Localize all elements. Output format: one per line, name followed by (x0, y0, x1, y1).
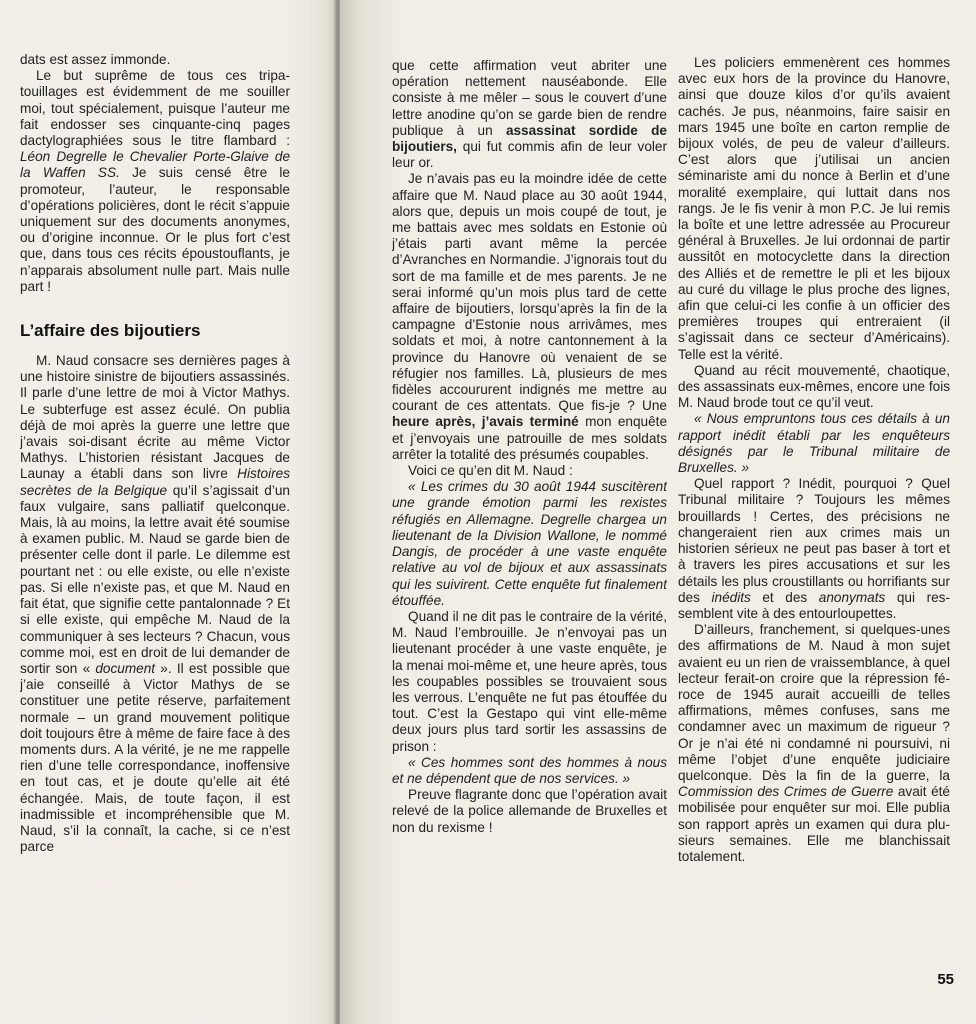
text-run: Le but suprême de tous ces tripatouillages est évidemment de me souiller moi, tout spécialement, puisque l’auteur me fait endosser ses cinquante-cinq pages dactylographiées sous le titre flambard : (20, 68, 290, 149)
right-column (678, 55, 950, 975)
paragraph: Les policiers emmenèrent ces hommes avec eux hors de la province du Hanovre, ainsi que douze kilos d’or qu’ils avaient cachés. Je pus, néanmoins, faire saisir en mars 1945 une boîte en carton remplie de bijoux volés, de peu de valeur d’ailleurs. C’est alors que j’utilisai un ancien séminariste ami du nonce à Berlin et d’une moralité exemplaire, qui luttait dans nos rangs. Je le fis venir à mon P.C. Je lui remis la boîte et une lettre adressée au Procureur général à Bruxelles. Je lui ordonnai de partir aussitôt en motocyclette dans la direction des Alliés et de remettre le pli et les bijoux au curé du village le plus proche des lignes, afin que celui-ci les confie à un officier des premières troupes qui entreraient (il s’agissait dans ce secteur d’Américains). Telle est la vérité. (678, 55, 950, 362)
text-run: qu’il s’agissait d’un faux vulgaire, sans palliatif quelconque. Mais, là au moins, la lettre avait été soumise à examen public. M. Naud se garde bien de présenter celle dont il parle. Le dilemme est pourtant net : ou elle existe, ou elle n’existe pas. Si elle n’existe pas, et que M. Naud en fait état, que signifie cette pantalonnade ? Et si elle existe, qui empêche M. Naud de la communiquer à ses lecteurs ? Chacun, vous comme moi, est en droit de lui demander de sortir son « (20, 482, 290, 676)
right-page (340, 0, 976, 1024)
middle-column (392, 58, 667, 978)
text-run: qui fut commis afin de leur voler leur or. (392, 139, 667, 171)
paragraph: Quand il ne dit pas le contraire de la vérité, M. Naud l’embrouille. Je n’envoyai pas un lieutenant procéder à une vaste enquête, je la menai moi-même et, une heure après, tous les coupables possibles se trouvaient sous les verrous. L’enquête ne fut pas étouffée du tout. C’est la Gestapo qui vint elle-même deux jours plus tard sortir les assassins de prison : (392, 608, 667, 754)
book-title: Histoires secrètes de la Belgique (20, 466, 290, 498)
left-page (0, 0, 336, 1024)
paragraph: dats est assez immonde. (20, 52, 171, 67)
left-column (20, 52, 290, 1012)
paragraph (678, 476, 950, 622)
paragraph (20, 353, 290, 855)
text-run: M. Naud consacre ses dernières pages à une histoire sinistre de bijoutiers assassinés. Il parle d’une lettre de moi à Victor Mathys. Le subterfuge est assez éculé. On publia déjà de moi après la guerre une lettre que j’avais soi-disant écrite au même Victor Mathys. L’historien résistant Jacques de Launay a établi dans son livre (20, 353, 290, 482)
paragraph (20, 68, 290, 295)
quotation: « Les crimes du 30 août 1944 suscitèrent une grande émotion parmi les rexistes réfugiés en Allemagne. Degrelle chargea un lieutenant de la Division Wallone, le nommé Dangis, de procéder à une vaste enquête relative au vol de bijoux et aux assassinats qui les suivirent. Cette enquête fut finalement étouffée. (392, 479, 667, 608)
paragraph: Preuve flagrante donc que l’opération avait relevé de la police allemande de Bruxelles et non du rexisme ! (392, 787, 667, 835)
emphasis: anonymats (818, 589, 886, 605)
text-run: Je suis censé être le promoteur, l’auteur, le responsable d’opérations policières, dont le récit s’appuie uniquement sur des documents anonymes, ou d’origine inconnue. Or le plus fort c’est que, dans tous ces récits époustouflants, je n’apparais absolument nulle part. Mais nulle part ! (20, 165, 290, 294)
text-run: mon enquête et j’envoyais une patrouille de mes soldats arrêter la totalité des présumés coupables. (392, 414, 667, 462)
paragraph: Voici ce qu’en dit M. Naud : (408, 463, 573, 479)
quotation: « Ces hommes sont des hommes à nous et ne dépendent que de nos services. » (392, 754, 667, 786)
quotation: « Nous empruntons tous ces détails à un rapport inédit établi par les enquêteurs désignés par le Tribunal militaire de Bruxelles. » (678, 411, 950, 476)
text-run: qui ressemblent vite à des entourloupettes. (678, 589, 950, 621)
emphasis: Commission des Crimes de Guerre (678, 784, 894, 800)
text-run: Quel rapport ? Inédit, pourquoi ? Quel Tribunal militaire ? Toujours les mêmes brouillards ! Certes, des précisions ne changeraient rien aux crimes mais un historien sérieux ne peut pas baser à tort et à travers les pires accusations et sur les détails les plus croustillants ou horrifiants sur des (678, 476, 950, 605)
paragraph (392, 58, 667, 171)
text-run: Je n’avais pas eu la moindre idée de cette affaire que M. Naud place au 30 août 1944, alors que, depuis un mois coupé de tout, je me battais avec mes soldats en Estonie où j’étais parti avant même la percée d’Avranches en Normandie. J’ignorais tout du sort de ma famille et de mes parents. Je ne serai informé qu’un mois plus tard de cette affaire de bijoutiers, lorsqu’après la fin de la campagne d’Estonie nous arrivâmes, mes soldats et moi, à notre cantonnement à la province du Hanovre où venaient de se réfugier nos familles. Là, plusieurs de mes fidèles accoururent indignés me mettre au courant de ces attentats. Que fis-je ? Une (392, 171, 667, 414)
bold-text: assassinat sordide de bijoutiers, (392, 122, 667, 155)
book-title: Léon Degrelle le Chevalier Porte-Glaive de la Waffen SS. (20, 149, 290, 181)
text-run: que cette affirmation veut abriter une opération nettement nauséabonde. Elle consiste à me mêler – sous le couvert d’une lettre anodine qu’on se garde bien de rendre publique à un (392, 58, 667, 138)
text-run: ». Il est possible que j’aie conseillé à Victor Mathys de se constituer une petite réserve, parfaitement normale – un grand mouvement politique doit toujours être à même de faire face à des moments durs. A la vérité, je ne me rappelle rien d’une telle correspondance, inoffensive en tout cas, et je doute qu’elle ait été échangée. Mais, de toute façon, il est inadmissible et incompréhensible que M. Naud, s’il la connaît, la cache, si ce n’est parce (20, 660, 290, 855)
text-run: avait été mobilisée pour enquêter sur moi. Elle publia son rapport après un examen qui dura plusieurs semaines. Elle me blanchissait totalement. (678, 784, 950, 864)
paragraph: Quand au récit mouvementé, chaotique, des assassinats eux-mêmes, encore une fois M. Naud brode tout ce qu’il veut. (678, 362, 950, 411)
text-run: D’ailleurs, franchement, si quelques-unes des affirmations de M. Naud à mon sujet avaient eu un rien de vraissemblance, à quel lecteur ferait-on croire que la répression féroce de 1945 aurait accueilli de telles affirmations, mêmes confuses, sans me condamner avec un maximum de rigueur ? Or je n’ai été ni condamné ni poursuivi, ni même l’objet d’une enquête judiciaire quelconque. Dès la fin de la guerre, la (678, 622, 950, 783)
page-number: 55 (937, 971, 954, 988)
emphasis: inédits (711, 589, 751, 605)
bold-text: heure après, j’avais terminé (392, 414, 579, 430)
text-run: et des (750, 589, 819, 605)
paragraph (392, 171, 667, 463)
paragraph (678, 622, 950, 865)
emphasis: document (95, 660, 156, 676)
section-heading: L’affaire des bijoutiers (20, 321, 201, 341)
